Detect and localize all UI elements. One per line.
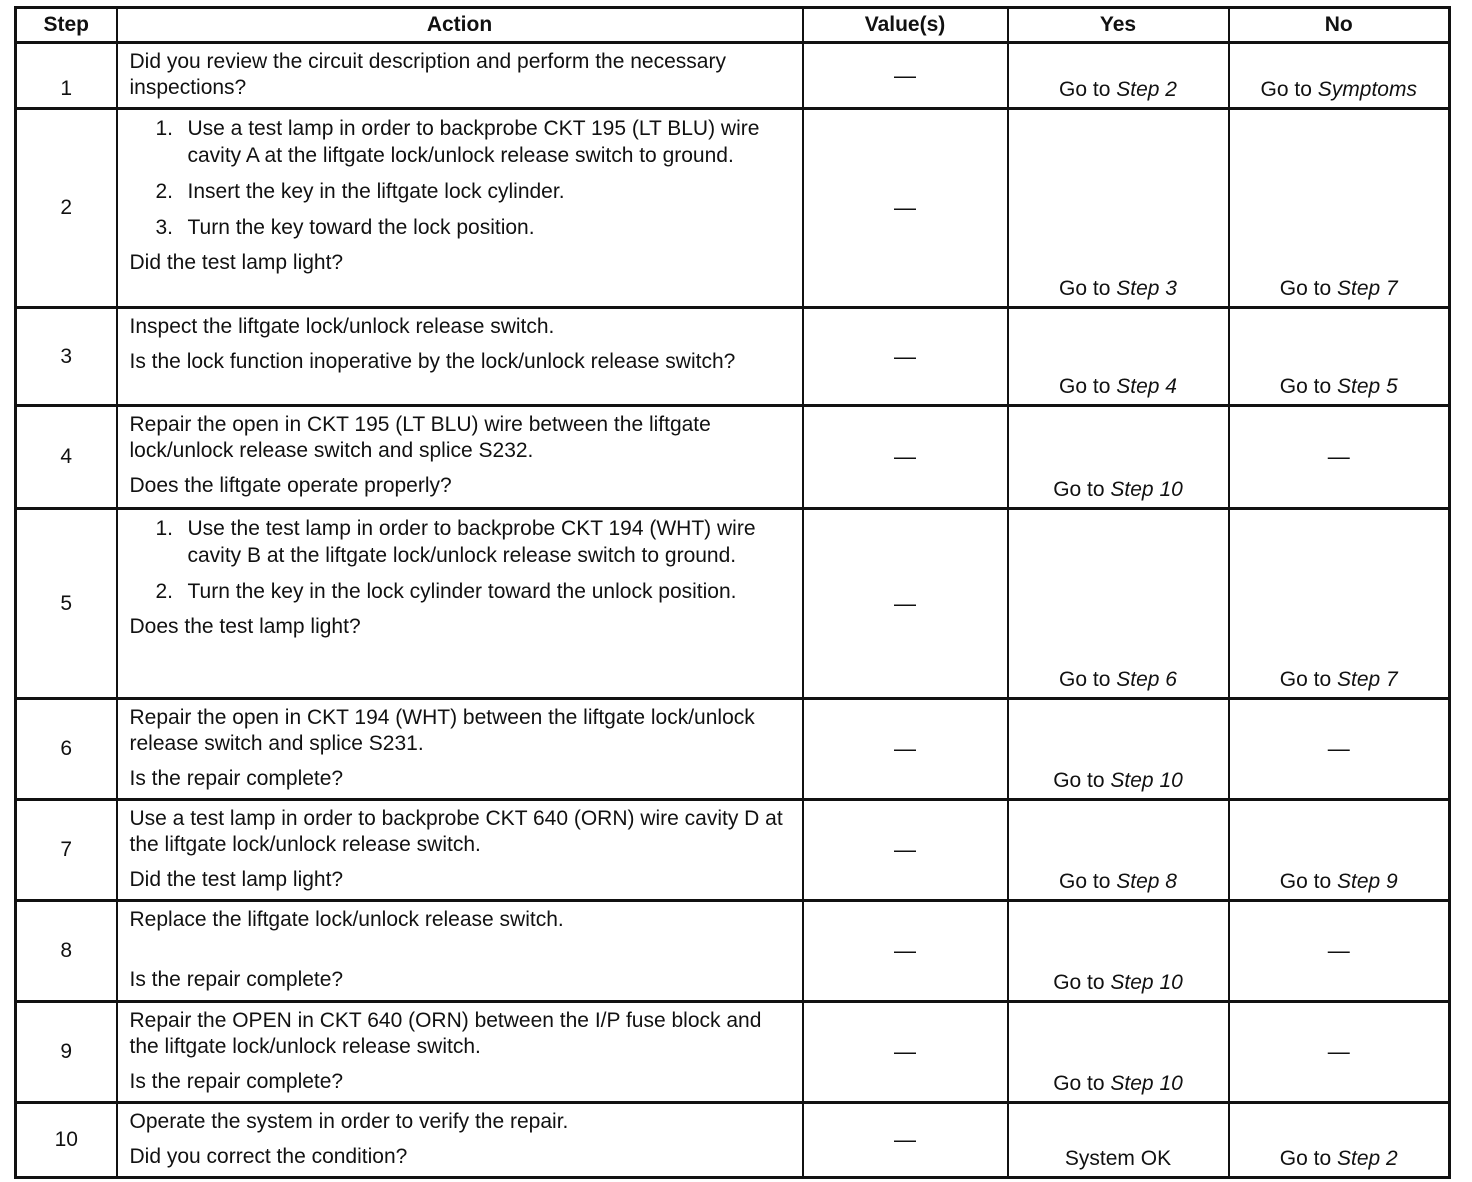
action-text: Inspect the liftgate lock/unlock release switch. (129, 315, 555, 338)
value-dash: — (894, 1039, 916, 1064)
no-cell (1229, 109, 1450, 308)
table-row (16, 1002, 1450, 1103)
yes-cell (1008, 406, 1229, 509)
no-dash: — (1327, 444, 1350, 469)
yes-target: Step 10 (1110, 769, 1183, 792)
value-dash: — (894, 444, 916, 469)
action-cell (117, 699, 803, 800)
action-question: Did you correct the condition? (129, 1145, 408, 1168)
action-question: Did the test lamp light? (129, 868, 344, 891)
step-number: 7 (16, 800, 117, 901)
no-cell (1229, 901, 1450, 1002)
table-row (16, 1103, 1450, 1178)
step-number: 10 (16, 1103, 117, 1178)
header-yes: Yes (1008, 8, 1229, 43)
action-text: Operate the system in order to verify the repair. (129, 1110, 569, 1133)
diagnostic-table (14, 6, 1451, 1179)
go-to-label: Go to (1279, 375, 1332, 398)
list-item: 2. Insert the key in the liftgate lock cylinder. (155, 180, 565, 203)
action-cell (117, 43, 803, 109)
value-cell (803, 1103, 1008, 1178)
value-dash: — (894, 343, 916, 369)
step-number: 6 (16, 699, 117, 800)
action-text: Repair the open in CKT 195 (LT BLU) wire between the liftgate lock/unlock release switch and splice S232. (129, 413, 711, 462)
yes-result: System OK (1064, 1147, 1172, 1170)
yes-cell (1008, 509, 1229, 699)
yes-target: Step 8 (1116, 870, 1177, 893)
step-number: 3 (16, 308, 117, 406)
action-cell (117, 800, 803, 901)
action-list (130, 515, 792, 605)
header-row (16, 8, 1450, 43)
action-question: Is the repair complete? (129, 968, 344, 991)
action-cell (117, 1103, 803, 1178)
no-target: Symptoms (1317, 78, 1417, 101)
go-to-label: Go to (1059, 277, 1111, 300)
list-item: 3. Turn the key toward the lock position. (155, 216, 535, 239)
yes-cell (1008, 1002, 1229, 1103)
value-dash: — (894, 1127, 916, 1152)
yes-cell (1008, 1103, 1229, 1178)
yes-cell (1008, 43, 1229, 109)
header-value: Value(s) (803, 8, 1008, 43)
go-to-label: Go to (1279, 668, 1332, 691)
action-cell (117, 901, 803, 1002)
value-cell (803, 800, 1008, 901)
no-cell (1229, 308, 1450, 406)
no-cell (1229, 800, 1450, 901)
yes-cell (1008, 109, 1229, 308)
yes-target: Step 10 (1110, 478, 1183, 501)
step-number: 9 (16, 1002, 117, 1103)
no-target: Step 9 (1337, 870, 1398, 893)
no-cell (1229, 1103, 1450, 1178)
diagnostic-table-page (14, 6, 1448, 1179)
header-action: Action (117, 8, 803, 43)
table-row (16, 800, 1450, 901)
table-row (16, 406, 1450, 509)
list-item: 1. Use a test lamp in order to backprobe CKT 195 (LT BLU) wire cavity A at the liftgate lock/unlock release switch to ground. (155, 117, 760, 167)
go-to-label: Go to (1059, 870, 1111, 893)
action-text: Use a test lamp in order to backprobe CKT 640 (ORN) wire cavity D at the liftgate lock/unlock release switch. (129, 807, 783, 856)
action-text: Replace the liftgate lock/unlock release switch. (129, 908, 564, 931)
yes-target: Step 4 (1116, 375, 1177, 398)
go-to-label: Go to (1279, 277, 1332, 300)
list-item-text: Turn the key in the lock cylinder toward the unlock position. (187, 580, 737, 603)
list-item-text: Insert the key in the liftgate lock cylinder. (187, 180, 565, 203)
table-row (16, 901, 1450, 1002)
list-item-text: Turn the key toward the lock position. (187, 216, 535, 239)
value-cell (803, 901, 1008, 1002)
yes-cell (1008, 901, 1229, 1002)
step-number: 4 (16, 406, 117, 509)
header-step: Step (16, 8, 117, 43)
value-cell (803, 699, 1008, 800)
value-cell (803, 43, 1008, 109)
header-no: No (1229, 8, 1450, 43)
go-to-label: Go to (1059, 78, 1111, 101)
no-cell (1229, 406, 1450, 509)
value-cell (803, 1002, 1008, 1103)
table-row (16, 109, 1450, 308)
list-item-text: Use the test lamp in order to backprobe CKT 194 (WHT) wire cavity B at the liftgate lock/unlock release switch to ground. (187, 517, 756, 567)
no-dash: — (1327, 1039, 1350, 1064)
yes-cell (1008, 699, 1229, 800)
value-dash: — (894, 736, 916, 761)
step-number: 2 (16, 109, 117, 308)
list-item: 1. Use the test lamp in order to backprobe CKT 194 (WHT) wire cavity B at the liftgate lock/unlock release switch to ground. (155, 517, 756, 567)
action-list (130, 115, 792, 241)
yes-target: Step 3 (1116, 277, 1177, 300)
go-to-label: Go to (1053, 478, 1105, 501)
list-item: 2. Turn the key in the lock cylinder toward the unlock position. (155, 580, 737, 603)
step-number: 8 (16, 901, 117, 1002)
no-target: Step 5 (1337, 375, 1398, 398)
table-row (16, 699, 1450, 800)
table-row (16, 509, 1450, 699)
step-number: 1 (16, 43, 117, 109)
action-cell (117, 1002, 803, 1103)
action-cell (117, 406, 803, 509)
no-cell (1229, 1002, 1450, 1103)
yes-target: Step 10 (1110, 1072, 1183, 1095)
action-question: Does the test lamp light? (129, 615, 361, 638)
yes-cell (1008, 800, 1229, 901)
no-dash: — (1327, 736, 1350, 761)
step-number: 5 (16, 509, 117, 699)
value-cell (803, 406, 1008, 509)
go-to-label: Go to (1059, 668, 1111, 691)
action-question: Did the test lamp light? (129, 251, 344, 274)
value-dash: — (894, 62, 916, 88)
no-cell (1229, 509, 1450, 699)
no-target: Step 7 (1337, 277, 1398, 300)
no-target: Step 2 (1337, 1147, 1398, 1170)
action-question: Is the lock function inoperative by the lock/unlock release switch? (129, 350, 736, 373)
value-dash: — (894, 938, 916, 963)
value-cell (803, 109, 1008, 308)
go-to-label: Go to (1279, 1147, 1332, 1170)
action-cell (117, 308, 803, 406)
action-text: Repair the open in CKT 194 (WHT) between the liftgate lock/unlock release switch and splice S231. (129, 706, 755, 755)
go-to-label: Go to (1053, 1072, 1105, 1095)
value-cell (803, 509, 1008, 699)
value-dash: — (894, 590, 916, 616)
go-to-label: Go to (1053, 971, 1105, 994)
action-text: Did you review the circuit description and perform the necessary inspections? (129, 50, 726, 99)
yes-target: Step 6 (1116, 668, 1177, 691)
go-to-label: Go to (1053, 769, 1105, 792)
value-dash: — (894, 195, 916, 220)
no-cell (1229, 699, 1450, 800)
action-text: Repair the OPEN in CKT 640 (ORN) between the I/P fuse block and the liftgate lock/unlock release switch. (129, 1009, 762, 1058)
table-row (16, 308, 1450, 406)
action-cell (117, 509, 803, 699)
action-question: Does the liftgate operate properly? (129, 474, 452, 497)
table-row (16, 43, 1450, 109)
go-to-label: Go to (1059, 375, 1111, 398)
no-dash: — (1327, 938, 1350, 963)
list-item-text: Use a test lamp in order to backprobe CKT 195 (LT BLU) wire cavity A at the liftgate lock/unlock release switch to ground. (187, 117, 760, 167)
yes-cell (1008, 308, 1229, 406)
go-to-label: Go to (1260, 78, 1312, 101)
action-cell (117, 109, 803, 308)
action-question: Is the repair complete? (129, 767, 344, 790)
action-question: Is the repair complete? (129, 1070, 344, 1093)
yes-target: Step 2 (1116, 78, 1177, 101)
value-cell (803, 308, 1008, 406)
no-cell (1229, 43, 1450, 109)
value-dash: — (894, 837, 916, 862)
yes-target: Step 10 (1110, 971, 1183, 994)
no-target: Step 7 (1337, 668, 1398, 691)
go-to-label: Go to (1279, 870, 1332, 893)
